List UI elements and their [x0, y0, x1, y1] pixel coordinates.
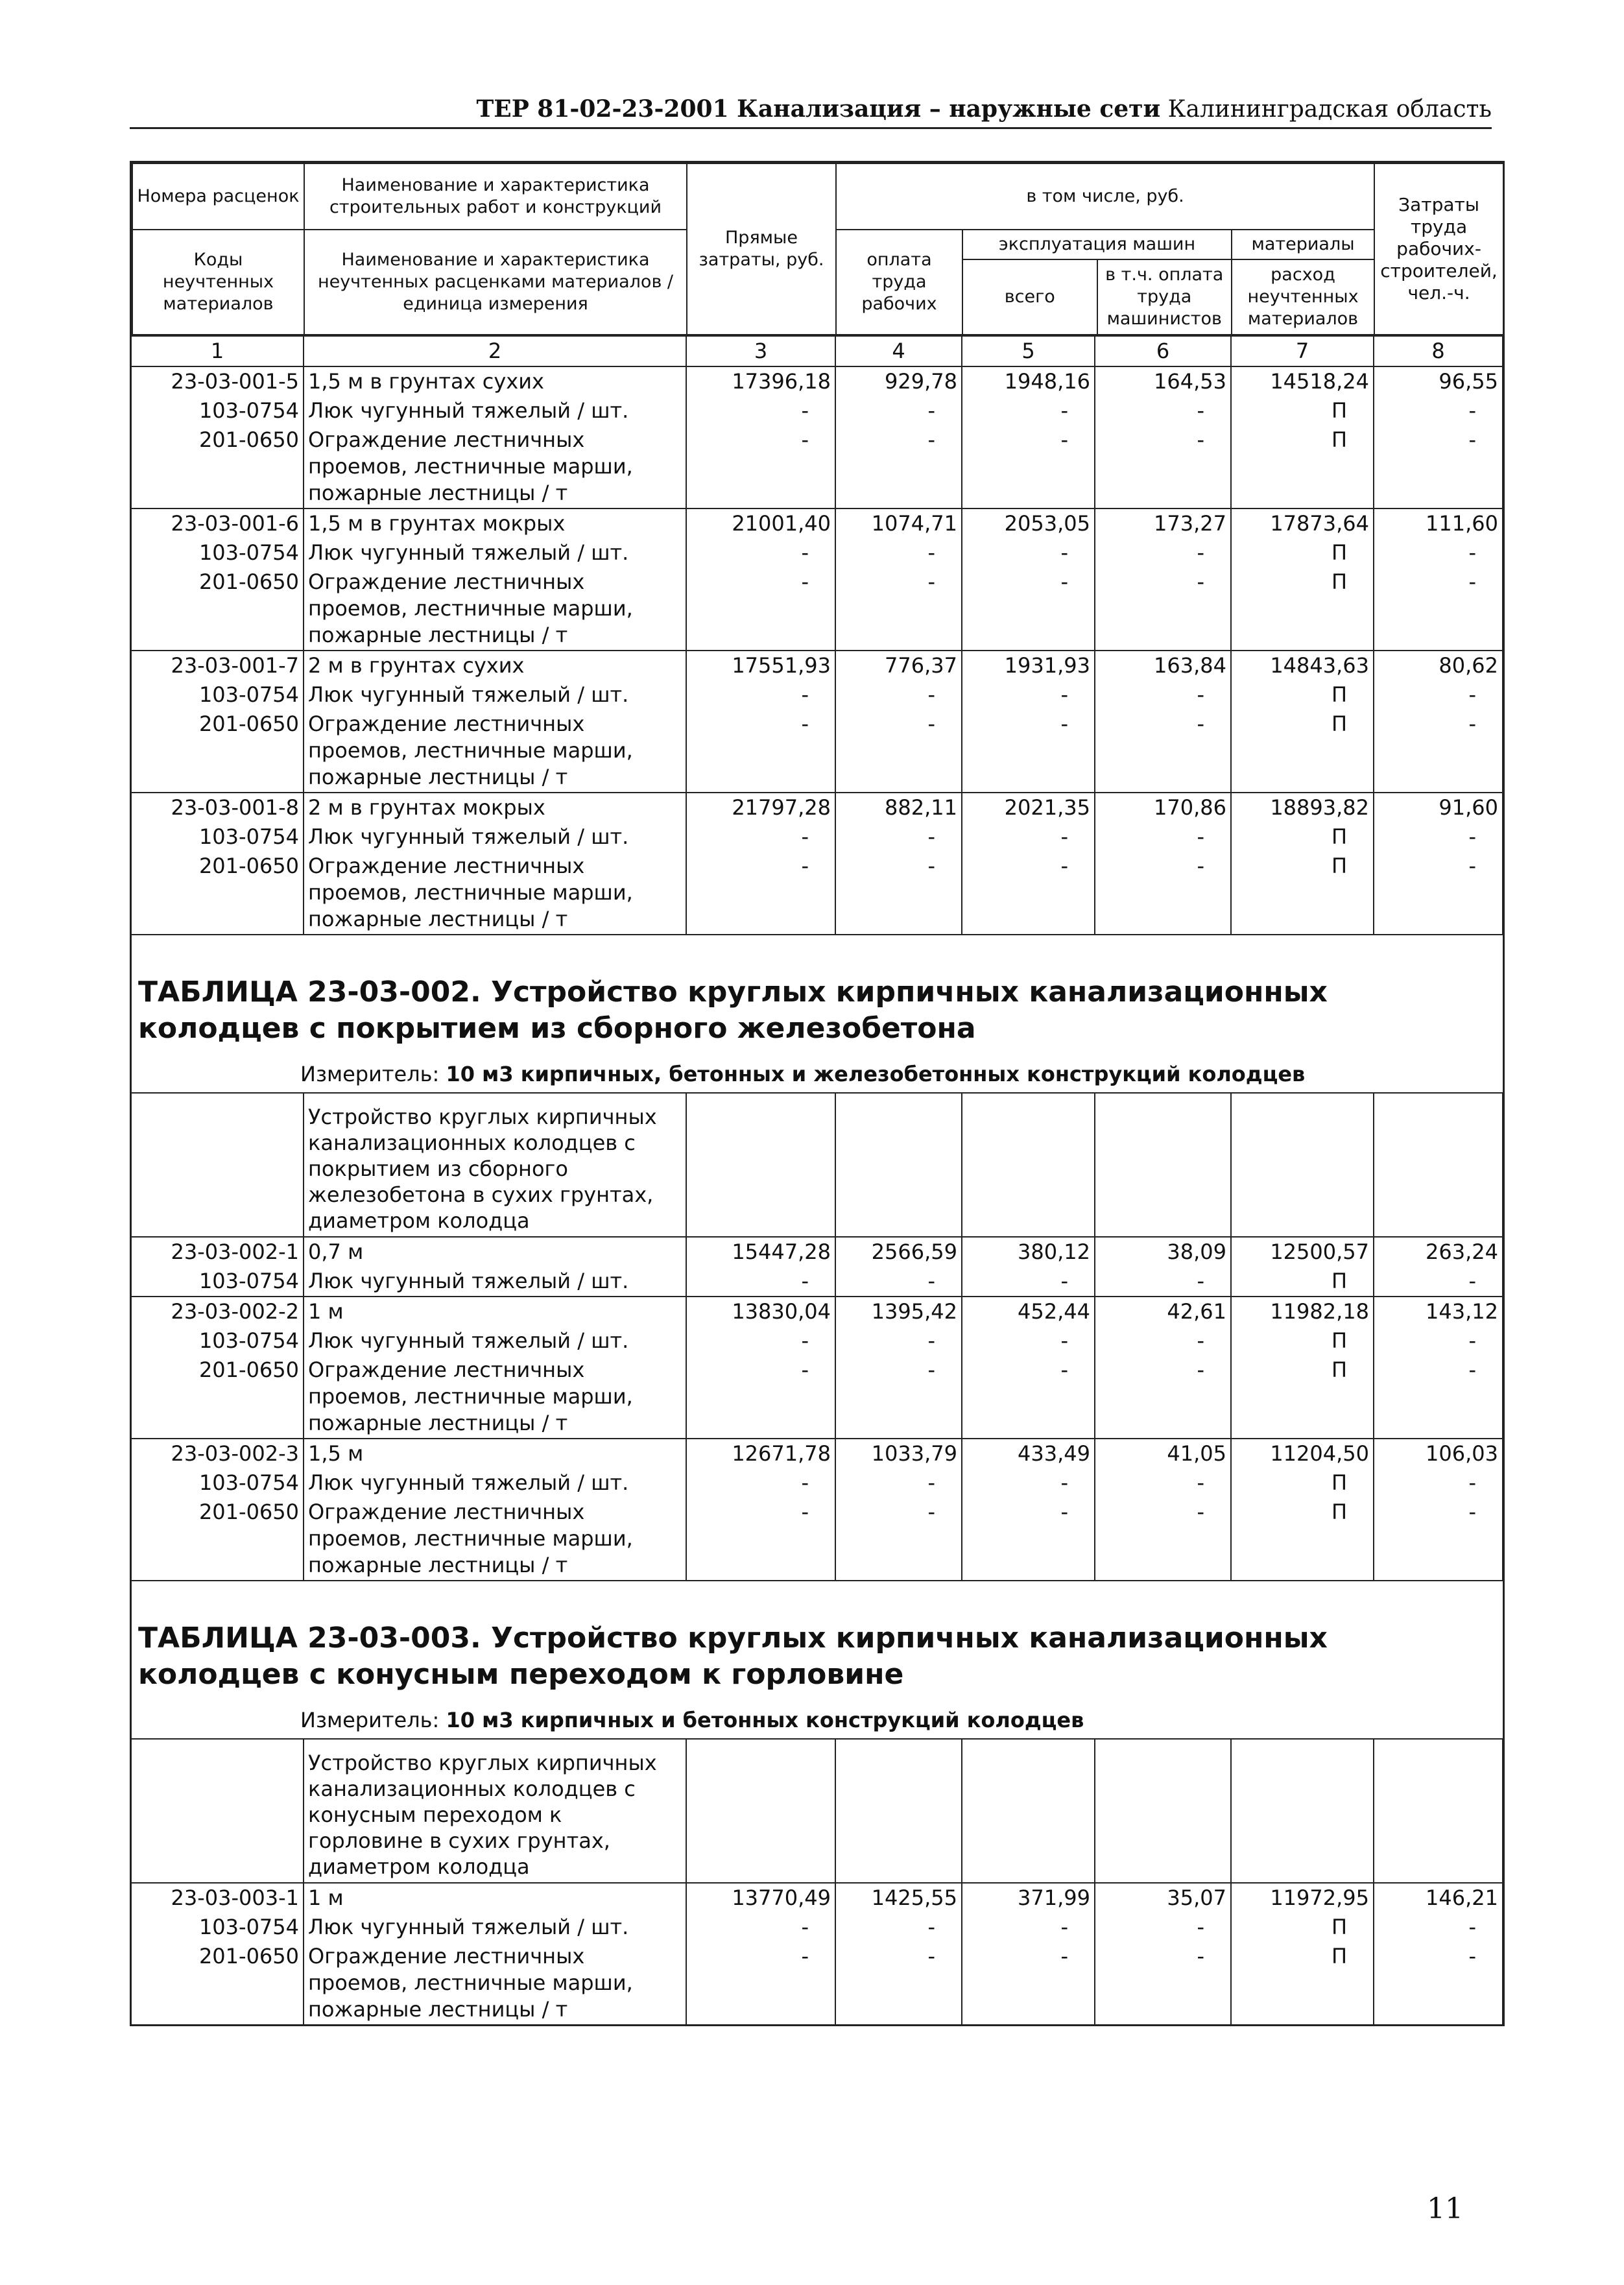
material-name: Ограждение лестничных проемов, лестничные марши, пожарные лестницы / т	[304, 852, 686, 934]
material-value: -	[686, 396, 835, 425]
material-value: П	[1231, 680, 1374, 710]
material-value: П	[1231, 568, 1374, 651]
material-value: -	[835, 822, 962, 852]
material-value: П	[1231, 852, 1374, 934]
material-value: П	[1231, 1356, 1374, 1439]
material-name: Ограждение лестничных проемов, лестничные марши, пожарные лестницы / т	[304, 1942, 686, 2024]
rate-value: 80,62	[1374, 651, 1503, 680]
rate-value: 1931,93	[962, 651, 1095, 680]
rate-value: 146,21	[1374, 1883, 1503, 1913]
rate-name: 1,5 м в грунтах мокрых	[304, 508, 686, 538]
material-row	[132, 1498, 1503, 1580]
rate-row	[132, 651, 1503, 680]
rate-value: 15447,28	[686, 1237, 835, 1267]
col-header-machines-total: всего	[963, 259, 1097, 334]
material-value: -	[835, 1498, 962, 1580]
material-name: Люк чугунный тяжелый / шт.	[304, 1468, 686, 1498]
rate-row	[132, 1237, 1503, 1267]
page-header	[130, 91, 1492, 129]
col-header-machines: эксплуатация машин	[963, 230, 1231, 259]
material-value: -	[1374, 1468, 1503, 1498]
machines-group	[962, 230, 1232, 335]
rate-value: 2053,05	[962, 508, 1095, 538]
material-value: -	[1095, 396, 1231, 425]
material-row	[132, 852, 1503, 934]
rate-name: 1,5 м	[304, 1439, 686, 1468]
material-value: -	[962, 538, 1095, 568]
rate-value: 35,07	[1095, 1883, 1231, 1913]
material-value: -	[1374, 1356, 1503, 1439]
col-header-unaccounted-materials: расход неучтенных материалов	[1247, 265, 1359, 329]
material-value: -	[1374, 425, 1503, 508]
material-value: -	[686, 568, 835, 651]
rate-row	[132, 1439, 1503, 1468]
rate-value: 18893,82	[1231, 793, 1374, 822]
material-name: Ограждение лестничных проемов, лестничные марши, пожарные лестницы / т	[304, 568, 686, 651]
measure-label: Измеритель:	[300, 1708, 440, 1732]
rate-name: 0,7 м	[304, 1237, 686, 1267]
measure-value: 10 м3 кирпичных и бетонных конструкций колодцев	[446, 1708, 1084, 1732]
material-value: -	[1095, 710, 1231, 793]
material-value: -	[962, 1942, 1095, 2024]
col-header-rate-numbers: Номера расценок	[132, 163, 304, 230]
material-row	[132, 396, 1503, 425]
rate-value: 371,99	[962, 1883, 1095, 1913]
material-value: -	[835, 680, 962, 710]
material-code: 201-0650	[132, 710, 304, 793]
material-row	[132, 1468, 1503, 1498]
rate-row	[132, 793, 1503, 822]
material-value: -	[686, 1498, 835, 1580]
material-name: Люк чугунный тяжелый / шт.	[304, 1326, 686, 1356]
material-row	[132, 538, 1503, 568]
header-table	[132, 163, 1504, 335]
rate-name: 1 м	[304, 1297, 686, 1326]
material-value: -	[1095, 1267, 1231, 1297]
col-header-including: в том числе, руб.	[836, 163, 1374, 230]
rates-table-frame	[130, 161, 1505, 2026]
material-value: -	[686, 1267, 835, 1297]
material-value: -	[1095, 1942, 1231, 2024]
rate-code: 23-03-002-3	[132, 1439, 304, 1468]
rate-row	[132, 366, 1503, 396]
material-value: П	[1231, 1942, 1374, 2024]
table-23-03-001	[132, 335, 1503, 934]
rate-value: 111,60	[1374, 508, 1503, 538]
material-name: Люк чугунный тяжелый / шт.	[304, 680, 686, 710]
rate-value: 106,03	[1374, 1439, 1503, 1468]
material-name: Люк чугунный тяжелый / шт.	[304, 1267, 686, 1297]
material-row	[132, 710, 1503, 793]
material-value: -	[686, 1942, 835, 2024]
material-code: 201-0650	[132, 568, 304, 651]
material-value: -	[1374, 1913, 1503, 1942]
material-code: 201-0650	[132, 1942, 304, 2024]
rate-value: 1948,16	[962, 366, 1095, 396]
rate-value: 170,86	[1095, 793, 1231, 822]
material-code: 103-0754	[132, 1326, 304, 1356]
col-header-materials: материалы	[1232, 230, 1374, 259]
rate-value: 38,09	[1095, 1237, 1231, 1267]
rate-value: 12500,57	[1231, 1237, 1374, 1267]
column-number: 2	[304, 336, 686, 366]
material-value: -	[686, 710, 835, 793]
rate-value: 21797,28	[686, 793, 835, 822]
table-23-03-002	[132, 1094, 1503, 1580]
material-row	[132, 425, 1503, 508]
rate-row	[132, 1883, 1503, 1913]
material-row	[132, 680, 1503, 710]
table-23-03-003-title: ТАБЛИЦА 23-03-003. Устройство круглых кирпичных канализационных колодцев с конусным переходом к горловине	[132, 1580, 1503, 1693]
rate-value: 42,61	[1095, 1297, 1231, 1326]
material-value: -	[1374, 1942, 1503, 2024]
material-row	[132, 1267, 1503, 1297]
material-value: -	[962, 822, 1095, 852]
table-23-03-003-intro-row	[132, 1740, 1503, 1883]
rate-value: 21001,40	[686, 508, 835, 538]
material-code: 201-0650	[132, 1498, 304, 1580]
column-number: 8	[1374, 336, 1503, 366]
material-value: -	[1374, 680, 1503, 710]
material-value: -	[686, 1468, 835, 1498]
table-23-03-003-measure	[132, 1693, 1503, 1740]
material-value: -	[835, 1942, 962, 2024]
rate-name: 2 м в грунтах сухих	[304, 651, 686, 680]
rate-value: 91,60	[1374, 793, 1503, 822]
material-value: -	[686, 425, 835, 508]
rate-code: 23-03-001-6	[132, 508, 304, 538]
rate-value: 433,49	[962, 1439, 1095, 1468]
material-value: -	[1095, 1356, 1231, 1439]
rate-value: 1425,55	[835, 1883, 962, 1913]
material-row	[132, 568, 1503, 651]
material-value: -	[835, 1356, 962, 1439]
rate-value: 1395,42	[835, 1297, 962, 1326]
rate-value: 380,12	[962, 1237, 1095, 1267]
table-23-03-003-intro: Устройство круглых кирпичных канализационных колодцев с конусным переходом к горловине в сухих грунтах, диаметром колодца	[304, 1740, 686, 1883]
material-code: 103-0754	[132, 1913, 304, 1942]
material-value: -	[835, 425, 962, 508]
rate-value: 452,44	[962, 1297, 1095, 1326]
material-value: -	[835, 1913, 962, 1942]
rate-code: 23-03-001-8	[132, 793, 304, 822]
column-numbers-row	[132, 336, 1503, 366]
material-value: -	[686, 1356, 835, 1439]
material-value: -	[1374, 1498, 1503, 1580]
rate-value: 163,84	[1095, 651, 1231, 680]
material-value: -	[1095, 1913, 1231, 1942]
rate-value: 882,11	[835, 793, 962, 822]
rate-code: 23-03-001-7	[132, 651, 304, 680]
rate-name: 1 м	[304, 1883, 686, 1913]
material-value: -	[1374, 538, 1503, 568]
material-value: П	[1231, 1913, 1374, 1942]
rate-code: 23-03-002-1	[132, 1237, 304, 1267]
rate-value: 13770,49	[686, 1883, 835, 1913]
material-code: 103-0754	[132, 822, 304, 852]
material-row	[132, 1942, 1503, 2024]
document-title: ТЕР 81-02-23-2001 Канализация – наружные сети	[476, 95, 1161, 123]
material-value: П	[1231, 1468, 1374, 1498]
rate-value: 776,37	[835, 651, 962, 680]
material-value: -	[1095, 538, 1231, 568]
material-value: -	[1374, 852, 1503, 934]
material-value: -	[835, 1267, 962, 1297]
material-value: -	[962, 710, 1095, 793]
rate-value: 929,78	[835, 366, 962, 396]
table-23-03-002-title: ТАБЛИЦА 23-03-002. Устройство круглых кирпичных канализационных колодцев с покрытием из сборного железобетона	[132, 934, 1503, 1047]
table-23-03-002-intro-row	[132, 1094, 1503, 1237]
measure-value: 10 м3 кирпичных, бетонных и железобетонных конструкций колодцев	[446, 1062, 1306, 1086]
material-value: -	[1374, 1326, 1503, 1356]
material-value: -	[1095, 425, 1231, 508]
material-value: П	[1231, 822, 1374, 852]
rate-name: 2 м в грунтах мокрых	[304, 793, 686, 822]
rate-row	[132, 508, 1503, 538]
material-value: -	[686, 1913, 835, 1942]
material-value: -	[962, 1267, 1095, 1297]
material-value: П	[1231, 1267, 1374, 1297]
rate-name: 1,5 м в грунтах сухих	[304, 366, 686, 396]
material-value: -	[686, 852, 835, 934]
material-code: 201-0650	[132, 425, 304, 508]
material-value: -	[835, 396, 962, 425]
material-name: Люк чугунный тяжелый / шт.	[304, 396, 686, 425]
rate-code: 23-03-003-1	[132, 1883, 304, 1913]
material-value: -	[1374, 396, 1503, 425]
material-code: 103-0754	[132, 538, 304, 568]
material-name: Люк чугунный тяжелый / шт.	[304, 1913, 686, 1942]
material-value: -	[686, 680, 835, 710]
material-value: -	[962, 1468, 1095, 1498]
material-value: -	[1374, 568, 1503, 651]
material-value: -	[1095, 852, 1231, 934]
material-value: -	[962, 1326, 1095, 1356]
column-number: 1	[132, 336, 304, 366]
material-value: -	[962, 1913, 1095, 1942]
table-23-03-002-intro: Устройство круглых кирпичных канализационных колодцев с покрытием из сборного железобетона в сухих грунтах, диаметром колодца	[304, 1094, 686, 1237]
material-value: П	[1231, 1326, 1374, 1356]
col-header-material-name: Наименование и характеристика неучтенных расценками материалов / единица измерения	[304, 230, 687, 335]
rate-value: 17873,64	[1231, 508, 1374, 538]
material-value: -	[962, 396, 1095, 425]
column-number: 4	[835, 336, 962, 366]
column-number: 5	[962, 336, 1095, 366]
material-code: 103-0754	[132, 396, 304, 425]
materials-group	[1232, 230, 1374, 335]
material-value: -	[835, 852, 962, 934]
col-header-work-name: Наименование и характеристика строительных работ и конструкций	[304, 163, 687, 230]
material-name: Люк чугунный тяжелый / шт.	[304, 538, 686, 568]
rate-value: 11204,50	[1231, 1439, 1374, 1468]
material-name: Люк чугунный тяжелый / шт.	[304, 822, 686, 852]
rate-value: 11982,18	[1231, 1297, 1374, 1326]
material-name: Ограждение лестничных проемов, лестничные марши, пожарные лестницы / т	[304, 710, 686, 793]
material-value: -	[835, 568, 962, 651]
rate-value: 14518,24	[1231, 366, 1374, 396]
material-name: Ограждение лестничных проемов, лестничные марши, пожарные лестницы / т	[304, 1356, 686, 1439]
material-value: П	[1231, 538, 1374, 568]
material-value: -	[1095, 568, 1231, 651]
material-code: 103-0754	[132, 680, 304, 710]
material-value: -	[686, 538, 835, 568]
rate-value: 12671,78	[686, 1439, 835, 1468]
rate-value: 96,55	[1374, 366, 1503, 396]
rate-value: 263,24	[1374, 1237, 1503, 1267]
col-header-direct-costs: Прямые затраты, руб.	[687, 163, 836, 335]
rate-value: 14843,63	[1231, 651, 1374, 680]
material-value: -	[1374, 1267, 1503, 1297]
col-header-labor-costs: Затраты труда рабочих-строителей, чел.-ч.	[1374, 163, 1503, 335]
table-23-03-002-measure	[132, 1047, 1503, 1094]
col-header-machinists-pay: в т.ч. оплата труда машинистов	[1105, 265, 1224, 329]
material-value: -	[686, 822, 835, 852]
material-value: -	[962, 852, 1095, 934]
material-code: 201-0650	[132, 1356, 304, 1439]
material-code: 103-0754	[132, 1267, 304, 1297]
material-code: 201-0650	[132, 852, 304, 934]
material-value: -	[1374, 822, 1503, 852]
material-value: -	[1095, 1468, 1231, 1498]
material-value: -	[962, 425, 1095, 508]
rate-value: 13830,04	[686, 1297, 835, 1326]
rate-value: 41,05	[1095, 1439, 1231, 1468]
material-value: -	[1374, 710, 1503, 793]
material-value: П	[1231, 710, 1374, 793]
rate-code: 23-03-001-5	[132, 366, 304, 396]
rate-value: 173,27	[1095, 508, 1231, 538]
material-value: П	[1231, 396, 1374, 425]
material-value: -	[835, 538, 962, 568]
material-row	[132, 1913, 1503, 1942]
material-value: -	[835, 1468, 962, 1498]
material-value: -	[962, 1356, 1095, 1439]
material-row	[132, 1326, 1503, 1356]
rate-value: 1074,71	[835, 508, 962, 538]
rate-value: 2021,35	[962, 793, 1095, 822]
rate-code: 23-03-002-2	[132, 1297, 304, 1326]
material-row	[132, 1356, 1503, 1439]
material-row	[132, 822, 1503, 852]
col-header-material-codes: Коды неучтенных материалов	[132, 230, 304, 335]
material-value: -	[835, 710, 962, 793]
rate-value: 11972,95	[1231, 1883, 1374, 1913]
material-name: Ограждение лестничных проемов, лестничные марши, пожарные лестницы / т	[304, 1498, 686, 1580]
column-number: 3	[686, 336, 835, 366]
rate-value: 143,12	[1374, 1297, 1503, 1326]
region-name: Калининградская область	[1167, 96, 1492, 123]
rate-value: 1033,79	[835, 1439, 962, 1468]
measure-label: Измеритель:	[300, 1062, 440, 1086]
material-value: П	[1231, 1498, 1374, 1580]
rate-value: 2566,59	[835, 1237, 962, 1267]
material-value: П	[1231, 425, 1374, 508]
material-value: -	[1095, 680, 1231, 710]
material-value: -	[1095, 822, 1231, 852]
column-number: 6	[1095, 336, 1231, 366]
material-value: -	[1095, 1326, 1231, 1356]
rate-value: 164,53	[1095, 366, 1231, 396]
col-header-workers-pay: оплата труда рабочих	[836, 230, 962, 335]
material-value: -	[962, 568, 1095, 651]
page-number: 11	[1427, 2192, 1463, 2225]
column-number: 7	[1231, 336, 1374, 366]
table-23-03-003	[132, 1740, 1503, 2024]
material-value: -	[1095, 1498, 1231, 1580]
material-value: -	[835, 1326, 962, 1356]
material-code: 103-0754	[132, 1468, 304, 1498]
rate-value: 17551,93	[686, 651, 835, 680]
rate-row	[132, 1297, 1503, 1326]
material-value: -	[962, 1498, 1095, 1580]
material-value: -	[686, 1326, 835, 1356]
material-name: Ограждение лестничных проемов, лестничные марши, пожарные лестницы / т	[304, 425, 686, 508]
rate-value: 17396,18	[686, 366, 835, 396]
material-value: -	[962, 680, 1095, 710]
